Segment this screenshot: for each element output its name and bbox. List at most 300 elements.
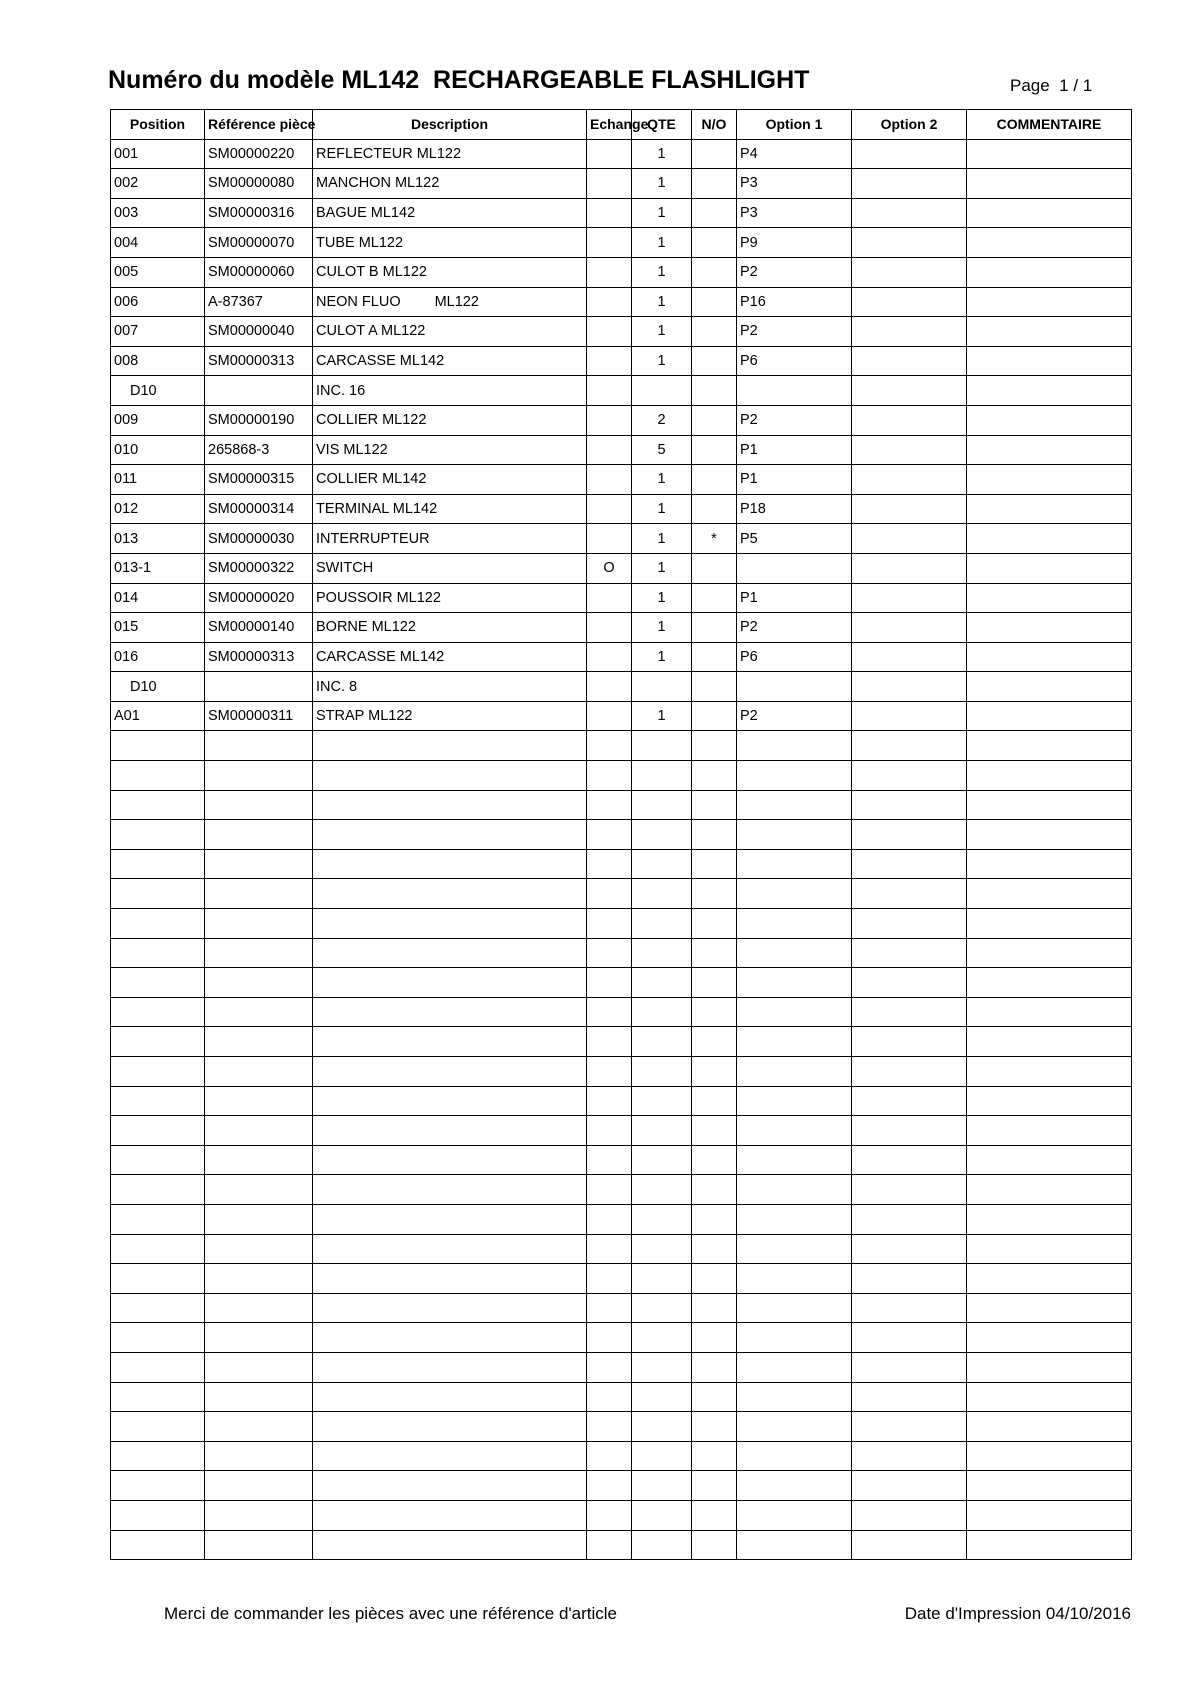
cell-echange — [587, 1441, 632, 1471]
cell-no — [692, 642, 737, 672]
table-row — [111, 287, 1132, 317]
cell-echange — [587, 938, 632, 968]
cell-description: BAGUE ML142 — [313, 198, 587, 228]
cell-no — [692, 672, 737, 702]
cell-reference — [205, 968, 313, 998]
cell-option2 — [852, 938, 967, 968]
cell-option1: P1 — [737, 435, 852, 465]
cell-option2 — [852, 820, 967, 850]
table-row — [111, 257, 1132, 287]
cell-option1 — [737, 1145, 852, 1175]
cell-option2 — [852, 1145, 967, 1175]
cell-option2 — [852, 317, 967, 347]
cell-description — [313, 938, 587, 968]
cell-position — [111, 849, 205, 879]
cell-echange — [587, 672, 632, 702]
cell-description — [313, 968, 587, 998]
cell-description: INC. 16 — [313, 376, 587, 406]
empty-row — [111, 909, 1132, 939]
cell-option2 — [852, 1204, 967, 1234]
cell-option2 — [852, 1352, 967, 1382]
cell-description: INC. 8 — [313, 672, 587, 702]
cell-option1 — [737, 1352, 852, 1382]
cell-position — [111, 997, 205, 1027]
cell-echange — [587, 997, 632, 1027]
empty-row — [111, 1027, 1132, 1057]
empty-row — [111, 790, 1132, 820]
cell-description: CULOT A ML122 — [313, 317, 587, 347]
empty-row — [111, 1293, 1132, 1323]
cell-position — [111, 1145, 205, 1175]
cell-echange — [587, 287, 632, 317]
cell-no — [692, 1264, 737, 1294]
page-number: Page 1 / 1 — [1010, 76, 1093, 95]
cell-qte — [632, 1500, 692, 1530]
cell-position: 004 — [111, 228, 205, 258]
cell-commentaire — [967, 997, 1132, 1027]
table-row — [111, 583, 1132, 613]
table-row — [111, 376, 1132, 406]
cell-option1 — [737, 1027, 852, 1057]
cell-echange — [587, 405, 632, 435]
cell-reference — [205, 1086, 313, 1116]
cell-position: 013-1 — [111, 553, 205, 583]
cell-qte: 1 — [632, 613, 692, 643]
cell-position — [111, 879, 205, 909]
cell-no — [692, 1204, 737, 1234]
cell-option2 — [852, 968, 967, 998]
cell-option2 — [852, 1057, 967, 1087]
empty-row — [111, 1530, 1132, 1560]
cell-no — [692, 968, 737, 998]
empty-row — [111, 1500, 1132, 1530]
empty-row — [111, 731, 1132, 761]
cell-no — [692, 1057, 737, 1087]
cell-description — [313, 1204, 587, 1234]
cell-commentaire — [967, 287, 1132, 317]
cell-no — [692, 1412, 737, 1442]
cell-option1 — [737, 1471, 852, 1501]
cell-commentaire — [967, 1500, 1132, 1530]
cell-echange — [587, 1412, 632, 1442]
cell-echange — [587, 790, 632, 820]
cell-commentaire — [967, 1293, 1132, 1323]
cell-echange — [587, 761, 632, 791]
cell-echange — [587, 1323, 632, 1353]
cell-qte — [632, 1204, 692, 1234]
cell-option1 — [737, 761, 852, 791]
cell-echange — [587, 879, 632, 909]
cell-echange — [587, 1293, 632, 1323]
cell-option1: P5 — [737, 524, 852, 554]
cell-description — [313, 1530, 587, 1560]
cell-commentaire — [967, 583, 1132, 613]
cell-position — [111, 1293, 205, 1323]
cell-description: TERMINAL ML142 — [313, 494, 587, 524]
cell-reference — [205, 1352, 313, 1382]
cell-option2 — [852, 169, 967, 199]
cell-option2 — [852, 1500, 967, 1530]
cell-reference — [205, 1057, 313, 1087]
cell-echange — [587, 257, 632, 287]
cell-reference — [205, 376, 313, 406]
table-row — [111, 701, 1132, 731]
cell-no — [692, 1352, 737, 1382]
cell-no — [692, 1500, 737, 1530]
cell-commentaire — [967, 938, 1132, 968]
cell-commentaire — [967, 820, 1132, 850]
empty-row — [111, 879, 1132, 909]
document-title: Numéro du modèle ML142 RECHARGEABLE FLASHLIGHT — [108, 66, 810, 94]
cell-option1: P9 — [737, 228, 852, 258]
cell-echange — [587, 1027, 632, 1057]
header-position: Position — [111, 110, 205, 140]
cell-option1 — [737, 1234, 852, 1264]
cell-option2 — [852, 346, 967, 376]
cell-position — [111, 1027, 205, 1057]
cell-description — [313, 879, 587, 909]
cell-position: 007 — [111, 317, 205, 347]
cell-qte: 1 — [632, 642, 692, 672]
cell-option2 — [852, 790, 967, 820]
cell-option2 — [852, 1382, 967, 1412]
table-row — [111, 524, 1132, 554]
cell-option1: P2 — [737, 701, 852, 731]
table-row — [111, 613, 1132, 643]
cell-no — [692, 376, 737, 406]
cell-option2 — [852, 1234, 967, 1264]
cell-no — [692, 139, 737, 169]
header-commentaire: COMMENTAIRE — [967, 110, 1132, 140]
cell-no — [692, 1471, 737, 1501]
cell-description — [313, 1116, 587, 1146]
empty-row — [111, 938, 1132, 968]
cell-description: CULOT B ML122 — [313, 257, 587, 287]
cell-no — [692, 198, 737, 228]
cell-no — [692, 1382, 737, 1412]
cell-qte — [632, 1293, 692, 1323]
cell-echange — [587, 317, 632, 347]
cell-reference — [205, 731, 313, 761]
cell-description — [313, 731, 587, 761]
empty-row — [111, 1145, 1132, 1175]
cell-description — [313, 997, 587, 1027]
cell-description: TUBE ML122 — [313, 228, 587, 258]
cell-qte: 1 — [632, 553, 692, 583]
cell-position — [111, 1086, 205, 1116]
cell-option1 — [737, 1057, 852, 1087]
cell-reference — [205, 1500, 313, 1530]
cell-reference — [205, 790, 313, 820]
cell-qte — [632, 1086, 692, 1116]
cell-echange — [587, 1352, 632, 1382]
cell-reference: SM00000322 — [205, 553, 313, 583]
table-row — [111, 553, 1132, 583]
cell-reference: SM00000070 — [205, 228, 313, 258]
cell-no — [692, 465, 737, 495]
cell-description: COLLIER ML122 — [313, 405, 587, 435]
cell-reference — [205, 879, 313, 909]
cell-commentaire — [967, 1441, 1132, 1471]
cell-echange — [587, 731, 632, 761]
cell-qte: 1 — [632, 228, 692, 258]
cell-commentaire — [967, 494, 1132, 524]
empty-row — [111, 1471, 1132, 1501]
cell-qte — [632, 672, 692, 702]
cell-qte — [632, 1175, 692, 1205]
cell-qte — [632, 820, 692, 850]
cell-echange — [587, 524, 632, 554]
cell-option1 — [737, 1500, 852, 1530]
cell-position: D10 — [111, 376, 205, 406]
cell-commentaire — [967, 317, 1132, 347]
cell-option2 — [852, 672, 967, 702]
table-row — [111, 465, 1132, 495]
table-row — [111, 346, 1132, 376]
description-main: NEON FLUO — [316, 293, 401, 310]
empty-row — [111, 1323, 1132, 1353]
cell-option1 — [737, 1116, 852, 1146]
cell-option1 — [737, 909, 852, 939]
cell-description — [313, 1293, 587, 1323]
cell-reference — [205, 1234, 313, 1264]
cell-commentaire — [967, 1530, 1132, 1560]
cell-position — [111, 1500, 205, 1530]
cell-reference: A-87367 — [205, 287, 313, 317]
cell-description — [313, 909, 587, 939]
cell-qte — [632, 1412, 692, 1442]
cell-reference — [205, 1145, 313, 1175]
cell-reference: SM00000040 — [205, 317, 313, 347]
cell-option1 — [737, 1323, 852, 1353]
cell-reference: SM00000315 — [205, 465, 313, 495]
cell-option2 — [852, 465, 967, 495]
cell-no — [692, 1234, 737, 1264]
cell-option1 — [737, 731, 852, 761]
cell-description — [313, 1264, 587, 1294]
cell-echange — [587, 583, 632, 613]
empty-row — [111, 1116, 1132, 1146]
footer-note: Merci de commander les pièces avec une référence d'article — [164, 1604, 618, 1623]
cell-position — [111, 1412, 205, 1442]
table-body — [111, 139, 1132, 1560]
cell-reference: SM00000311 — [205, 701, 313, 731]
cell-qte — [632, 1530, 692, 1560]
cell-qte: 1 — [632, 524, 692, 554]
cell-commentaire — [967, 731, 1132, 761]
cell-reference: SM00000030 — [205, 524, 313, 554]
cell-option1: P3 — [737, 169, 852, 199]
cell-option2 — [852, 731, 967, 761]
cell-echange — [587, 198, 632, 228]
table-row — [111, 228, 1132, 258]
cell-description — [313, 1500, 587, 1530]
cell-option1: P1 — [737, 465, 852, 495]
cell-reference — [205, 1293, 313, 1323]
cell-option1 — [737, 672, 852, 702]
cell-echange — [587, 1204, 632, 1234]
cell-option1 — [737, 1086, 852, 1116]
cell-commentaire — [967, 1234, 1132, 1264]
cell-qte — [632, 1264, 692, 1294]
cell-position — [111, 1323, 205, 1353]
cell-option2 — [852, 1116, 967, 1146]
cell-position — [111, 968, 205, 998]
cell-commentaire — [967, 1264, 1132, 1294]
cell-no — [692, 553, 737, 583]
cell-option1 — [737, 553, 852, 583]
cell-reference — [205, 1441, 313, 1471]
cell-description — [313, 820, 587, 850]
cell-qte: 1 — [632, 465, 692, 495]
cell-no — [692, 701, 737, 731]
cell-no — [692, 731, 737, 761]
empty-row — [111, 1264, 1132, 1294]
cell-option2 — [852, 524, 967, 554]
cell-no — [692, 346, 737, 376]
cell-option2 — [852, 879, 967, 909]
header-qte: QTE — [632, 110, 692, 140]
cell-position: A01 — [111, 701, 205, 731]
empty-row — [111, 997, 1132, 1027]
cell-description — [313, 1323, 587, 1353]
cell-option1 — [737, 997, 852, 1027]
empty-row — [111, 1352, 1132, 1382]
cell-qte: 1 — [632, 287, 692, 317]
cell-qte — [632, 1382, 692, 1412]
cell-no — [692, 1145, 737, 1175]
cell-position: 015 — [111, 613, 205, 643]
cell-qte — [632, 1352, 692, 1382]
cell-option2 — [852, 849, 967, 879]
cell-commentaire — [967, 376, 1132, 406]
cell-description: STRAP ML122 — [313, 701, 587, 731]
cell-qte: 1 — [632, 701, 692, 731]
cell-echange — [587, 169, 632, 199]
cell-position: 001 — [111, 139, 205, 169]
cell-echange — [587, 228, 632, 258]
cell-option2 — [852, 257, 967, 287]
cell-description — [313, 1086, 587, 1116]
cell-echange — [587, 376, 632, 406]
cell-commentaire — [967, 1352, 1132, 1382]
empty-row — [111, 1204, 1132, 1234]
cell-position — [111, 1441, 205, 1471]
cell-qte: 5 — [632, 435, 692, 465]
cell-option2 — [852, 1530, 967, 1560]
cell-no: * — [692, 524, 737, 554]
cell-qte: 1 — [632, 583, 692, 613]
cell-qte — [632, 997, 692, 1027]
table-row — [111, 317, 1132, 347]
cell-reference — [205, 909, 313, 939]
cell-option2 — [852, 1175, 967, 1205]
cell-reference — [205, 672, 313, 702]
cell-commentaire — [967, 169, 1132, 199]
cell-position — [111, 820, 205, 850]
cell-position: 016 — [111, 642, 205, 672]
cell-option1: P2 — [737, 405, 852, 435]
header-description: Description — [313, 110, 587, 140]
cell-option2 — [852, 228, 967, 258]
cell-reference: SM00000080 — [205, 169, 313, 199]
empty-row — [111, 1057, 1132, 1087]
cell-no — [692, 1027, 737, 1057]
cell-option2 — [852, 1293, 967, 1323]
cell-option2 — [852, 613, 967, 643]
cell-qte — [632, 1116, 692, 1146]
cell-no — [692, 1293, 737, 1323]
cell-option2 — [852, 1264, 967, 1294]
cell-position — [111, 731, 205, 761]
cell-description — [313, 1057, 587, 1087]
cell-no — [692, 169, 737, 199]
cell-reference — [205, 761, 313, 791]
cell-commentaire — [967, 405, 1132, 435]
cell-reference — [205, 820, 313, 850]
cell-position — [111, 1264, 205, 1294]
cell-option1: P6 — [737, 642, 852, 672]
cell-option1 — [737, 879, 852, 909]
cell-no — [692, 583, 737, 613]
cell-commentaire — [967, 435, 1132, 465]
cell-option2 — [852, 583, 967, 613]
empty-row — [111, 968, 1132, 998]
cell-reference: SM00000140 — [205, 613, 313, 643]
empty-row — [111, 820, 1132, 850]
cell-qte — [632, 761, 692, 791]
empty-row — [111, 1234, 1132, 1264]
cell-description — [313, 1352, 587, 1382]
cell-position — [111, 1530, 205, 1560]
cell-qte: 1 — [632, 317, 692, 347]
cell-option2 — [852, 494, 967, 524]
cell-qte — [632, 1057, 692, 1087]
cell-echange — [587, 494, 632, 524]
cell-description — [313, 1175, 587, 1205]
cell-option1 — [737, 1382, 852, 1412]
cell-position: 012 — [111, 494, 205, 524]
cell-commentaire — [967, 198, 1132, 228]
cell-position: 014 — [111, 583, 205, 613]
cell-qte — [632, 938, 692, 968]
cell-description: VIS ML122 — [313, 435, 587, 465]
cell-reference: 265868-3 — [205, 435, 313, 465]
cell-qte — [632, 968, 692, 998]
cell-option1: P6 — [737, 346, 852, 376]
cell-echange — [587, 701, 632, 731]
cell-option2 — [852, 553, 967, 583]
cell-qte: 1 — [632, 257, 692, 287]
cell-echange — [587, 820, 632, 850]
cell-commentaire — [967, 465, 1132, 495]
cell-commentaire — [967, 553, 1132, 583]
cell-echange — [587, 346, 632, 376]
cell-position — [111, 761, 205, 791]
header-option1: Option 1 — [737, 110, 852, 140]
cell-commentaire — [967, 672, 1132, 702]
cell-description: CARCASSE ML142 — [313, 346, 587, 376]
cell-description: COLLIER ML142 — [313, 465, 587, 495]
cell-description — [313, 1441, 587, 1471]
parts-table — [110, 109, 1132, 1560]
cell-commentaire — [967, 1382, 1132, 1412]
cell-option2 — [852, 405, 967, 435]
cell-no — [692, 1116, 737, 1146]
cell-echange — [587, 613, 632, 643]
header-no: N/O — [692, 110, 737, 140]
cell-reference — [205, 1027, 313, 1057]
